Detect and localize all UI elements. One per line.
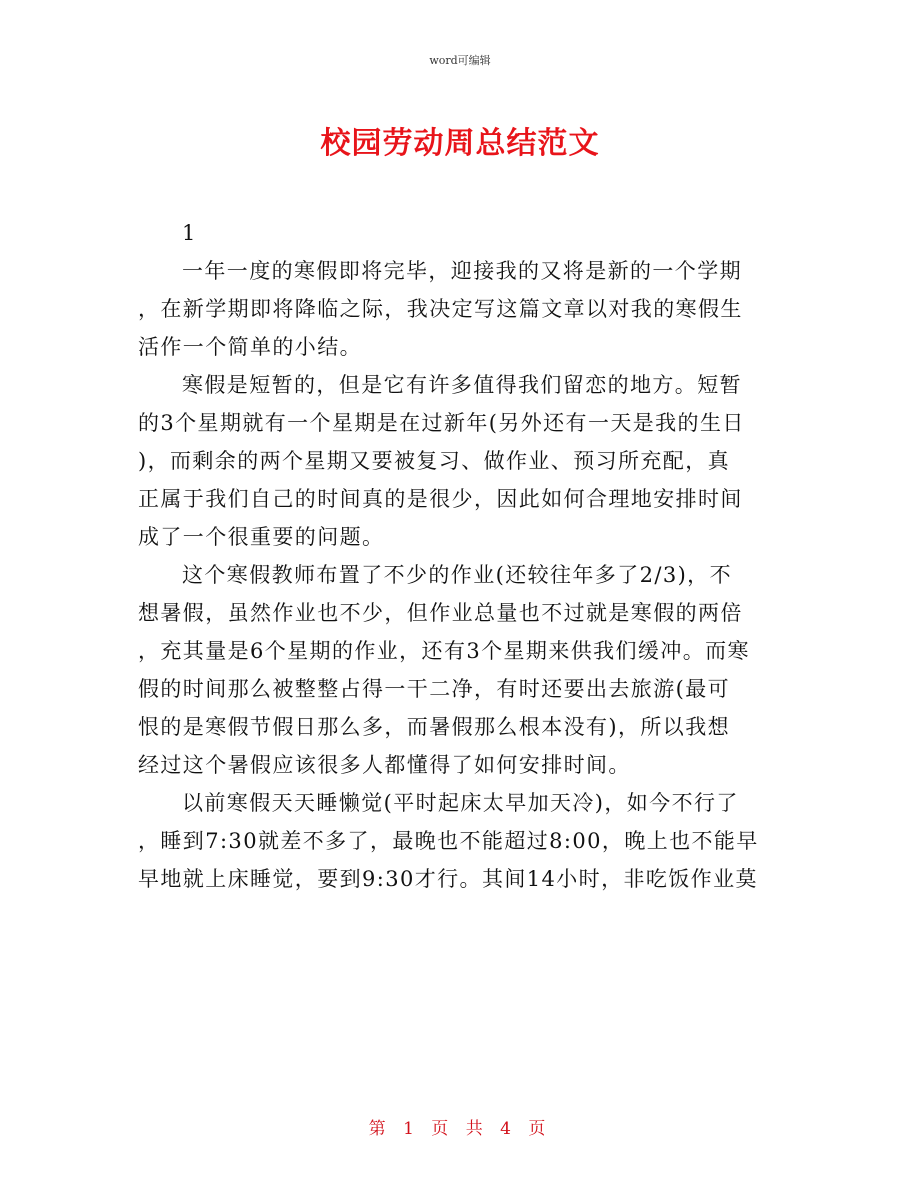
paragraph-number: 1 (182, 221, 197, 245)
paragraph: 以前寒假天天睡懒觉(平时起床太早加天冷)，如今不行了 ，睡到7:30就差不多了，最晚也不能超过8:00，晚上也不能早 早地就上床睡觉，要到9:30才行。其间14小时，非吃饭作业莫 (138, 791, 759, 891)
page-number-footer: 第 1 页 共 4 页 (368, 1119, 552, 1139)
paragraph: 一年一度的寒假即将完毕，迎接我的又将是新的一个学期 ，在新学期即将降临之际，我决定写这篇文章以对我的寒假生 活作一个简单的小结。 (138, 259, 743, 359)
document-title: 校园劳动周总结范文 (320, 126, 600, 161)
document-body (138, 214, 780, 898)
paragraph: 这个寒假教师布置了不少的作业(还较往年多了2/3)，不 想暑假，虽然作业也不少，但作业总量也不过就是寒假的两倍 ，充其量是6个星期的作业，还有3个星期来供我们缓冲。而寒 假的时间那么被整整占得一干二净，有时还要出去旅游(最可 恨的是寒假节假日那么多，而暑假那么根本没有)，所以我想 经过这个暑假应该很多人都懂得了如何安排时间。 (138, 563, 750, 777)
paragraph: 寒假是短暂的，但是它有许多值得我们留恋的地方。短暂 的3个星期就有一个星期是在过新年(另外还有一天是我的生日 )，而剩余的两个星期又要被复习、做作业、预习所充配，真 正属于我们自己的时间真的是很少，因此如何合理地安排时间 成了一个很重要的问题。 (138, 373, 745, 549)
page-header: word可编辑 (429, 54, 491, 67)
